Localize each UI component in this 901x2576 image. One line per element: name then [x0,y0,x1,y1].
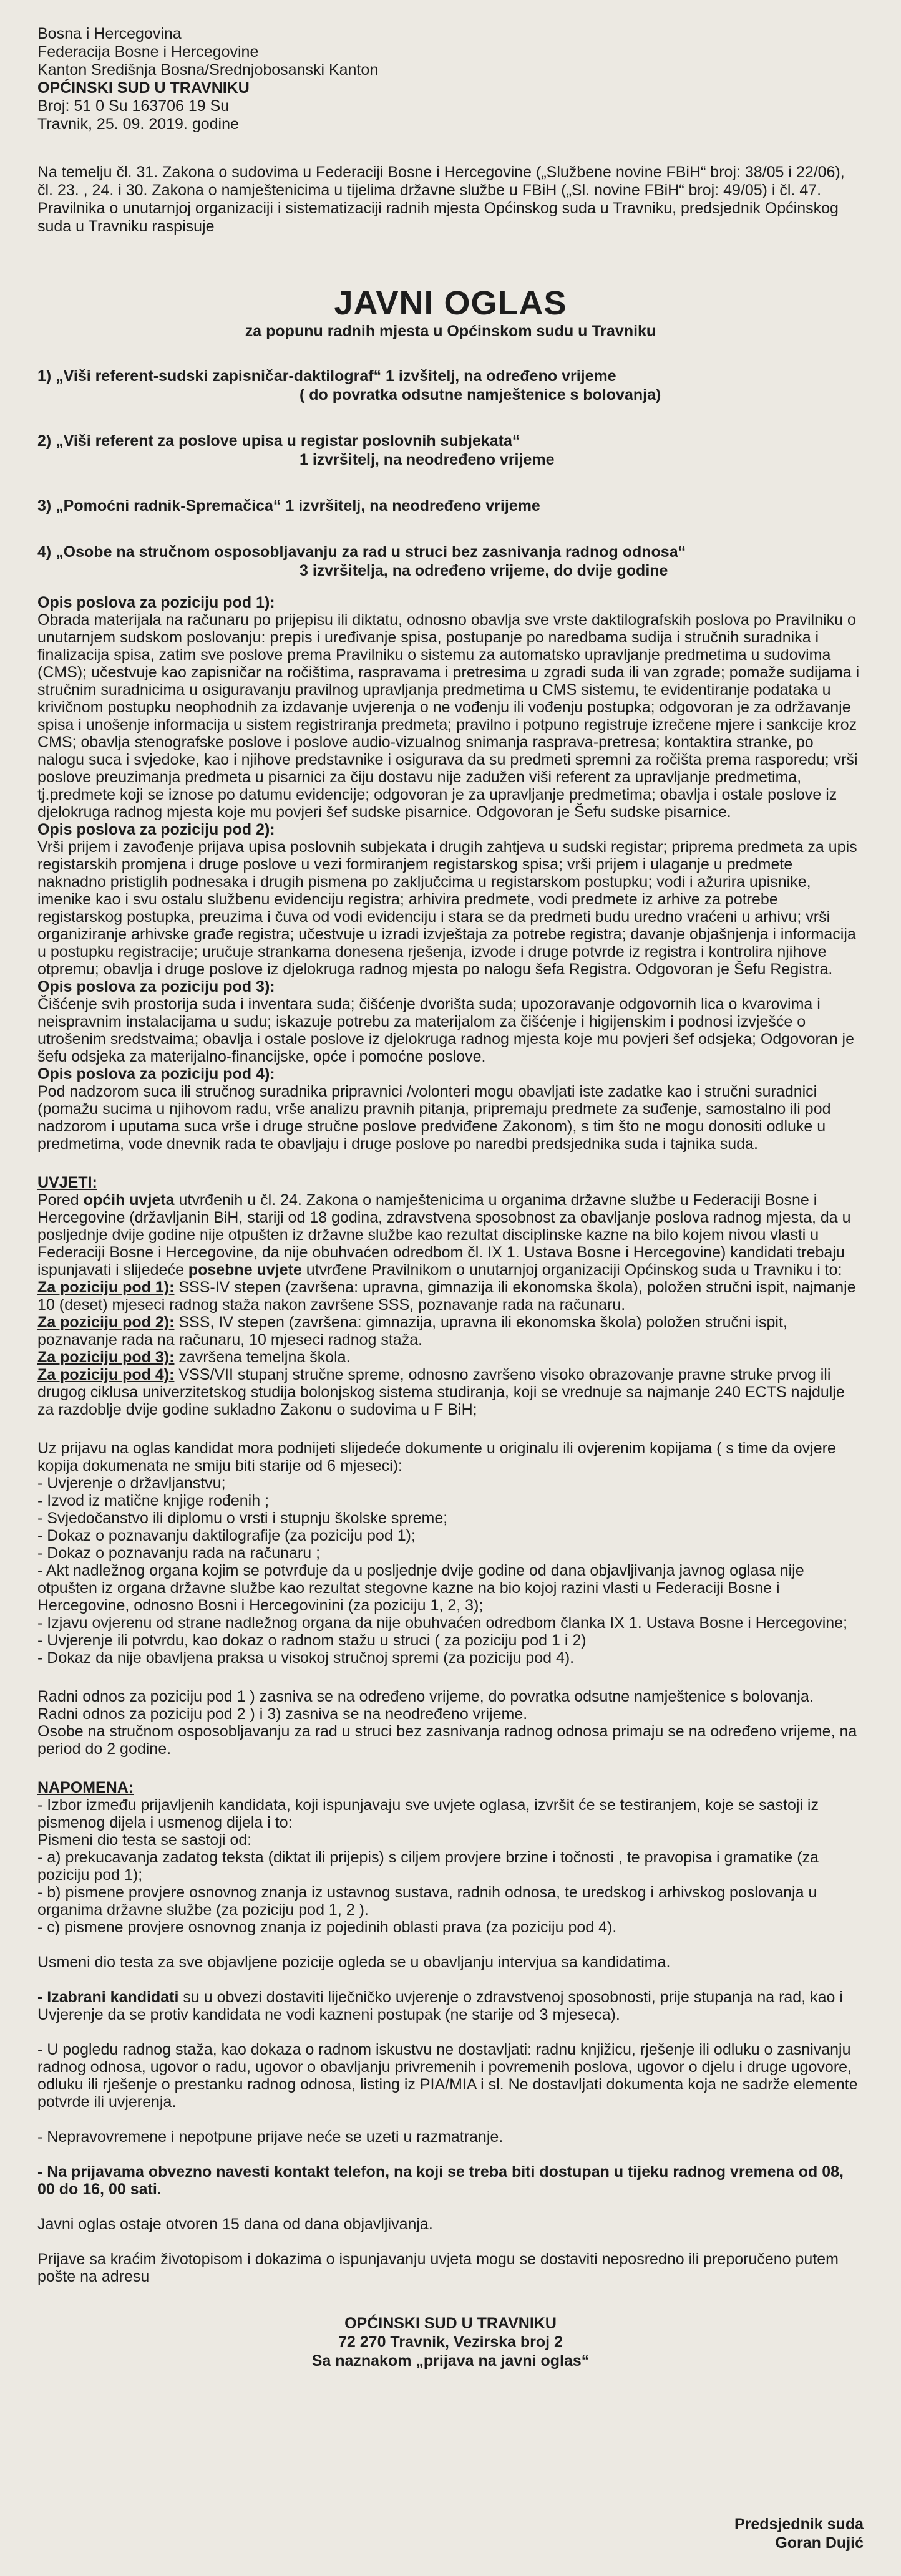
document-title [37,284,864,341]
condition-item [37,1349,864,1366]
selected-bold: - Izabrani kandidati [37,1988,179,2006]
condition-label: Za poziciju pod 4): [37,1366,175,1383]
note-open: Javni oglas ostaje otvoren 15 dana od dana objavljivanja. [37,2215,433,2233]
document-item: - Uvjerenje ili potvrdu, kao dokaz o radnom stažu u struci ( za poziciju pod 1 i 2) [37,1632,587,1649]
special-text: utvrđene Pravilnikom o unutarnjoj organizaciji Općinskog suda u Travniku i to: [301,1261,842,1279]
header-date: Travnik, 25. 09. 2019. godine [37,115,239,133]
position-title: 1) „Viši referent-sudski zapisničar-daktilograf“ 1 izvšitelj, na određeno vrijeme [37,367,616,385]
condition-text: SSS, IV stepen (završena: gimnazija, upravna ili ekonomska škola) položen stručni ispit, poznavanje rada na računaru, 10 mjeseci radnog staža. [37,1314,787,1349]
general-prefix: Pored [37,1191,84,1209]
position-title: 4) „Osobe na stručnom osposobljavanju za rad u struci bez zasnivanja radnog odnosa“ [37,543,686,561]
note-incomplete: - Nepravovremene i nepotpune prijave neće se uzeti u razmatranje. [37,2128,504,2146]
note-submit: Prijave sa kraćim životopisom i dokazima o ispunjavanju uvjeta mogu se dostaviti neposredno ili preporučeno putem pošte na adresu [37,2250,839,2285]
note-item: - b) pismene provjere osnovnog znanja iz ustavnog sustava, radnih odnosa, te uredskog i arhivskog poslovanja u organima državne službe (za poziciju pod 1, 2 ). [37,1884,817,1919]
position-detail: 3 izvršitelja, na određeno vrijeme, do dvije godine [300,562,668,579]
document-item: - Uvjerenje o državljanstvu; [37,1474,226,1492]
signature-name: Goran Dujić [775,2534,864,2552]
court-address [37,2314,864,2370]
positions-list [37,367,864,580]
documents-intro: Uz prijavu na oglas kandidat mora podnijeti slijedeće dokumente u originalu ili ovjerenim kopijama ( s time da ovjere kopija dokumenata ne smiju biti starije od 6 mjeseci): [37,1440,836,1474]
document-item: - Izvod iz matične knjige rođenih ; [37,1492,270,1509]
conditions-heading: UVJETI: [37,1174,97,1191]
general-bold: općih uvjeta [83,1191,175,1209]
position-title: 2) „Viši referent za poslove upisa u registar poslovnih subjekata“ [37,432,520,450]
condition-item [37,1314,864,1349]
title-subtitle: za popunu radnih mjesta u Općinskom sudu u Travniku [245,322,656,340]
document-item: - Dokaz o poznavanju daktilografije (za poziciju pod 1); [37,1527,416,1544]
description-text: Pod nadzorom suca ili stručnog suradnika pripravnici /volonteri mogu obavljati iste zadatke kao i stručni suradnici (pomažu sucima u njihovom radu, vrše analizu pravnih pitanja, pripremaju predmete za suđenje, samostalno ili pod nadzorom i uputama suca vrše i druge stručne poslove predviđene Zakonom), s tim što ne mogu donositi odluke u predmetima, vode dnevnik rada te obavljaju i druge poslove po naredbi predsjednika suda i tajnika suda. [37,1083,831,1153]
address-note: Sa naznakom „prijava na javni oglas“ [311,2352,590,2370]
documents-section [37,1440,864,1667]
notes-heading: NAPOMENA: [37,1779,134,1796]
position-title: 3) „Pomoćni radnik-Spremačica“ 1 izvršitelj, na neodređeno vrijeme [37,497,540,515]
general-text: utvrđenih u čl. 24. Zakona o namještenicima u organima državne službe u Federaciji Bosne i Hercegovine (državljanin BiH, stariji od 18 godina, zdravstvena sposobnost za obavljanje poslova radnog mjesta, da u posljednje dvije godine nije otpušten iz državne službe kao rezultat disciplinske kazne na bilo kojem nivou vlasti u Federaciji Bosne i Hercegovine, da nije obuhvaćen odredbom čl. IX 1. Ustava Bosne i Hercegovine) kandidati trebaju ispunjavati i slijedeće [37,1191,851,1279]
address-street: 72 270 Travnik, Vezirska broj 2 [338,2333,563,2351]
condition-text: SSS-IV stepen (završena: upravna, gimnazija ili ekonomska škola), položen stručni ispit, najmanje 10 (deset) mjeseci radnog staža nakon završene SSS, poznavanje rada na računaru. [37,1279,856,1314]
signature-block [734,2515,864,2552]
document-item: - Dokaz o poznavanju rada na računaru ; [37,1544,321,1562]
description-text: Čišćenje svih prostorija suda i inventara suda; čišćenje dvorišta suda; upozoravanje odgovornih lica o kvarovima i neispravnim instalacijama u sudu; iskazuje potrebu za materijalom za čišćenje i higijenskim i podnosi izvješće o utrošenim sredstvaima; obavlja i ostale poslove iz djelokruga radnog mjesta koje mu povjeri šef odsjeka; Odgovoran je šefu odsjeka za materijalno-financijske, opće i pomoćne poslove. [37,995,855,1065]
condition-label: Za poziciju pod 2): [37,1314,175,1331]
document-header [37,25,864,133]
condition-label: Za poziciju pod 1): [37,1279,175,1296]
description-heading: Opis poslova za poziciju pod 1): [37,594,275,611]
position-item [37,496,864,515]
note-item: - a) prekucavanja zadatog teksta (diktat ili prijepis) s ciljem provjere brzine i točnosti , te pravopisa i gramatike (za poziciju pod 1); [37,1849,819,1884]
signature-title: Predsjednik suda [734,2515,864,2533]
note-experience: - U pogledu radnog staža, kao dokaza o radnom iskustvu ne dostavljati: radnu knjižicu, rješenje ili odluku o zasnivanju radnog odnosa, ugovor o radu, ugovor o obavljanju privremenih i povremenih poslova, ugovor o djelu i druge ugovore, odluku ili rješenje o prestanku radnog odnosa, listing iz PIA/MIA i sl. Ne dostavljati dokumenta koja ne sadrže elemente potvrde ili uvjerenja. [37,2041,858,2111]
header-canton: Kanton Središnja Bosna/Srednjobosanski Kanton [37,61,379,79]
employment-line: Osobe na stručnom osposobljavanju za rad u struci bez zasnivanja radnog odnosa primaju se na određeno vrijeme, na period do 2 godine. [37,1723,857,1758]
document-item: - Svjedočanstvo ili diplomu o vrsti i stupnju školske spreme; [37,1509,448,1527]
header-country: Bosna i Hercegovina [37,25,182,42]
description-text: Vrši prijem i zavođenje prijava upisa poslovnih subjekata i drugih zahtjeva u sudski registar; pripremа predmeta za upis registarskih promjena i druge poslove u vezi formiranjem registarskog spisa; vrši prijem i ulaganje u predmete naknadno pristiglih podnesaka i drugih pismena po zaključcima u registarskom postupku; vodi i ažurira upisnike, imenike kao i svu ostalu službenu evidenciju registra; arhivira predmete, vodi predmete iz arhive za potrebe registarskog postupka, preuzima i čuva od vodi evidenciju i stara se da predmeti budu uredno vraćeni u arhivu; vrši organiziranje arhivske građe registra; učestvuje u izradi izvještaja za potrebe registra; davanje objašnjenja i informacija u postupku registracije; uručuje strankama donesena rješenja, izvode i druge potvrde iz registra i kontrolira njihove otpremu; obavlja i druge poslove iz djelokruga radnog mjesta po nalogu šefa Registra. Odgovoran je Šefu Registra. [37,838,857,978]
description-heading: Opis poslova za poziciju pod 3): [37,978,275,995]
title-main: JAVNI OGLAS [334,284,567,322]
condition-item [37,1279,864,1314]
document-item: - Izjavu ovjerenu od strane nadležnog organa da nije obuhvaćen odredbom članka IX 1. Ustava Bosne i Hercegovine; [37,1614,848,1632]
position-detail: ( do povratka odsutne namještenice s bolovanja) [300,386,661,404]
employment-section [37,1688,864,1758]
position-item [37,543,864,580]
document-item: - Dokaz da nije obavljena praksa u visokoj stručnoj spremi (za poziciju pod 4). [37,1649,575,1667]
position-detail: 1 izvršitelj, na neodređeno vrijeme [300,451,555,468]
condition-label: Za poziciju pod 3): [37,1349,175,1366]
note-item: - Izbor između prijavljenih kandidata, koji ispunjavaju sve uvjete oglasa, izvršit će se testiranjem, koje se sastoji iz pismenog dijela i usmenog dijela i to: [37,1796,819,1831]
condition-text: VSS/VII stupanj stručne spreme, odnosno završeno visoko obrazovanje pravne struke prvog ili drugog ciklusa univerzitetskog studija bolonjskog sistema studiranja, koji se vrednuje sa najmanje 240 ECTS najdulje za razdoblje dvije godine sukladno Zakonu o sudovima u F BiH; [37,1366,845,1418]
note-item: - c) pismene provjere osnovnog znanja iz pojedinih oblasti prava (za poziciju pod 4). [37,1919,617,1936]
description-heading: Opis poslova za poziciju pod 2): [37,821,275,838]
selected-text: su u obvezi dostaviti liječničko uvjerenje o zdravstvenoj sposobnosti, prije stupanja na rad, kao i Uvjerenje da se protiv kandidata ne vodi kazneni postupak (ne starije od 3 mjeseca). [37,1988,843,2023]
note-selected [37,1988,864,2023]
description-text: Obrada materijala na računaru po prijepisu ili diktatu, odnosno obavlja sve vrste daktilografskih poslova po Pravilniku o unutarnjem sudskom poslovanju: prepis i uređivanje spisa, postupanje po naredbama sudija i stručnih suradnika i finalizacija spisa, zatim sve poslove prema Pravilniku o sistemu za automatsko upravljanje predmetima u sudovima (CMS); učestvuje kao zapisničar na ročištima, raspravama i pretresima u zgradi suda ili van zgrade; pomaže sudijama i stručnim suradnicima u osiguravanju pravilnog upravljanja predmetima u CMS sistemu, te evidentiranje podataka u krivičnom postupku neophodnih za izdavanje uvjerenja o ne vođenju ili vođenju postupka; odgovoran je za održavanje spisa i unošenje informacija u sistem registriranja predmeta; pravilno i potpuno registruje izrečene mjere i sankcije kroz CMS; obavlja stenografske poslove i poslove audio-vizualnog snimanja rasprava-pretresa; kontaktira stranke, po nalogu suca i svjedoke, kao i njihove predstavnike i osigurava da su predmeti spremni za ročišta prema rasporedu; vrši poslove preuzimanja predmeta u pisarnici za čiju dostavu nije zadužen viši referent za upravljanje predmetima, tj.predmete koji se iznose po datumu evidencije; odgovoran je za upravljanje predmetima; obavlja i ostale poslove iz djelokruga radnog mjesta koje mu povjeri šef sudske pisarnice. Odgovoran je Šefu sudske pisarnice. [37,611,860,821]
conditions-general [37,1191,864,1279]
document-item: - Akt nadležnog organa kojim se potvrđuje da u posljednje dvije godine od dana objavljivanja javnog oglasa nije otpušten iz organa državne službe kao rezultat stegovne kazne na bio kojoj razini vlasti u Federaciji Bosne i Hercegovine, odnosno Bosni i Hercegovinini (za poziciju 1, 2, 3); [37,1562,804,1614]
intro-paragraph: Na temelju čl. 31. Zakona o sudovima u Federaciji Bosne i Hercegovine („Službene novine FBiH“ broj: 38/05 i 22/06), čl. 23. , 24. i 30. Zakona o namještenicima u tijelima državne službe u FBiH („Sl. novine FBiH“ broj: 49/05) i čl. 47. Pravilnika o unutarnjoj organizaciji i sistematizaciji radnih mjesta Općinskog suda u Travniku, predsjednik Općinskog suda u Travniku raspisuje [37,163,845,235]
address-court: OPĆINSKI SUD U TRAVNIKU [344,2315,557,2332]
position-item [37,432,864,469]
header-number: Broj: 51 0 Su 163706 19 Su [37,97,230,115]
note-phone: - Na prijavama obvezno navesti kontakt telefon, na koji se treba biti dostupan u tijeku radnog vremena od 08, 00 do 16, 00 sati. [37,2163,844,2198]
condition-item [37,1366,864,1418]
employment-line: Radni odnos za poziciju pod 1 ) zasniva se na određeno vrijeme, do povratka odsutne namještenice s bolovanja. [37,1688,814,1705]
description-heading: Opis poslova za poziciju pod 4): [37,1065,275,1083]
special-bold: posebne uvjete [188,1261,302,1279]
condition-text: završena temeljna škola. [174,1349,351,1366]
notes-section [37,1779,864,2285]
header-federation: Federacija Bosne i Hercegovine [37,43,259,61]
job-descriptions [37,594,864,1153]
position-item [37,367,864,404]
conditions-section [37,1174,864,1418]
employment-line: Radni odnos za poziciju pod 2 ) i 3) zasniva se na neodređeno vrijeme. [37,1705,528,1723]
note-oral: Usmeni dio testa za sve objavljene pozicije ogleda se u obavljanju intervjua sa kandidatima. [37,1954,671,1971]
note-item: Pismeni dio testa se sastoji od: [37,1831,252,1849]
header-court: OPĆINSKI SUD U TRAVNIKU [37,79,250,97]
